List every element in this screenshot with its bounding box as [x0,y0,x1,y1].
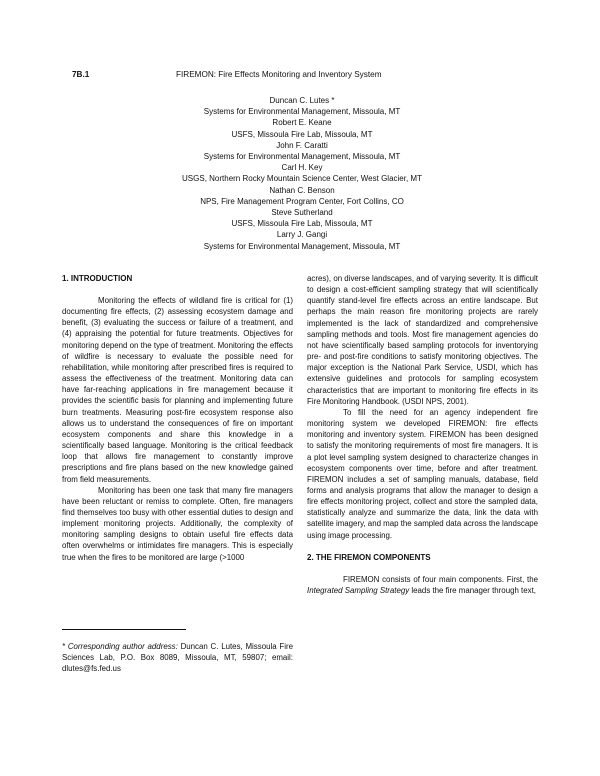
paper-id: 7B.1 [72,70,90,79]
footnote [62,641,293,674]
author-name: Robert E. Keane [272,118,332,128]
author-affiliation: USFS, Missoula Fire Lab, Missoula, MT [231,129,373,139]
author-block [72,95,532,252]
author-affiliation: Systems for Environmental Management, Missoula, MT [203,107,401,117]
text-run: leads the fire manager through text, [409,585,536,595]
author-affiliation: USGS, Northern Rocky Mountain Science Center, West Glacier, MT [182,174,422,184]
section-heading-introduction: 1. INTRODUCTION [62,274,133,283]
paragraph [307,574,538,596]
right-column [307,273,538,596]
footnote-divider [62,629,186,630]
author-name: Larry J. Gangi [276,230,328,240]
left-column [62,273,293,563]
paper-title: FIREMON: Fire Effects Monitoring and Inventory System [176,70,382,79]
emphasis-integrated-sampling-strategy: Integrated Sampling Strategy [307,585,410,595]
author-affiliation: Systems for Environmental Management, Missoula, MT [203,152,401,162]
paragraph: Monitoring has been one task that many fire managers have been reluctant or remiss to complete. Often, fire managers find themselves too busy with other essential duties to design and implement monitoring projects. Additionally, the complexity of monitoring sampling designs to obtain useful fire effects data often overwhelms or intimidates fire managers. This is especially true when the fires to be monitored are large (>1000 [62,485,293,562]
spacer [307,541,538,552]
author-name: Steve Sutherland [271,208,333,218]
paragraph: Monitoring the effects of wildland fire is critical for (1) documenting fire effects, (2) assessing ecosystem damage and benefit, (3) evaluating the success or failure of a treatment, and (4) appraising the potential for future treatments. Objectives for monitoring depend on the type of treatment. Monitoring the effects of wildfire is necessary to evaluate the possible need for rehabilitation, while monitoring after prescribed fires is required to assess the effectiveness of the treatment. Monitoring data can have far-reaching applications in fire management because it provides the scientific basis for planning and implementing future burn treatments. Measuring post-fire ecosystem response also allows us to understand the consequences of fire on important ecosystem components and share this knowledge in a scientifically based language. Monitoring is the critical feedback loop that allows fire management to constantly improve prescriptions and fire plans based on the new knowledge gained from field measurements. [62,296,293,484]
footnote-text: Duncan C. Lutes, Missoula Fire Sciences Lab, P.O. Box 8089, Missoula, MT, 59807; email: dlutes@fs.fed.us [62,642,293,674]
spacer [307,563,538,574]
author-name: Nathan C. Benson [269,185,335,195]
paragraph: To fill the need for an agency independent fire monitoring system we developed FIREMON: fire effects monitoring and inventory system. FIREMON has been designed to satisfy the monitoring requirements of most fire managers. It is a plot level sampling system designed to characterize changes in ecosystem components over time, before and after treatment. FIREMON includes a set of sampling manuals, database, field forms and analysis programs that allow the manager to design a fire effects monitoring project, collect and store the sampled data, statistically analyze and summarize the data, link the data with satellite imagery, and map the sampled data across the landscape using image processing. [307,407,539,540]
author-affiliation: Systems for Environmental Management, Missoula, MT [203,241,401,251]
author-affiliation: NPS, Fire Management Program Center, Fort Collins, CO [200,196,404,206]
paragraph: acres), on diverse landscapes, and of varying severity. It is difficult to design a cost-efficient sampling strategy that will scientifically quantify stand-level fire effects across an entire landscape. But perhaps the main reason fire monitoring projects are rarely implemented is the lack of standardized and comprehensive sampling methods and tools. Most fire management agencies do not have scientifically based sampling protocols for inventorying pre- and post-fire conditions to satisfy monitoring objectives. The major exception is the National Park Service, USDI, which has extensive guidelines and protocols for sampling ecosystem characteristics that are important to monitoring fire effects in its Fire Monitoring Handbook. (USDI NPS, 2001). [307,274,538,406]
author-name: Duncan C. Lutes * [269,96,335,105]
text-run: FIREMON consists of four main components. First, the [343,574,538,584]
author-name: Carl H. Key [281,163,323,173]
author-affiliation: USFS, Missoula Fire Lab, Missoula, MT [231,219,373,229]
footnote-label: * Corresponding author address: [62,642,178,651]
section-heading-components: 2. THE FIREMON COMPONENTS [307,552,431,562]
author-name: John F. Caratti [276,140,328,150]
